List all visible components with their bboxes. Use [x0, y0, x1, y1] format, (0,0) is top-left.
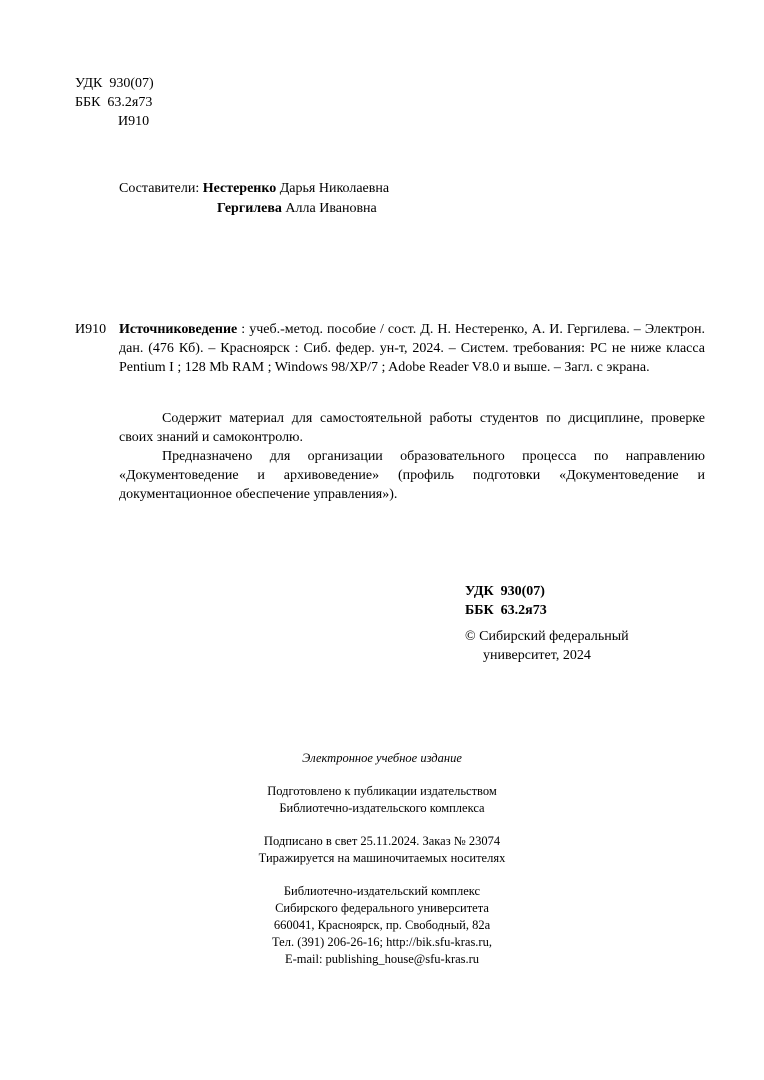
publication-info: [0, 833, 764, 867]
publisher-line-1: Библиотечно-издательский комплекс: [283, 884, 481, 898]
prepared-line-1: Подготовлено к публикации издательством: [267, 784, 497, 798]
edition-type: Электронное учебное издание: [302, 751, 462, 765]
author2-name: Алла Ивановна: [281, 201, 377, 216]
publisher-phone-site: Тел. (391) 206-26-16; http://bik.sfu-kras.ru,: [272, 935, 492, 949]
signed-date: Подписано в свет 25.11.2024. Заказ № 23074: [263, 834, 501, 848]
udk-block-bottom: [465, 582, 547, 620]
biblio-details: : учеб.-метод. пособие / сост. Д. Н. Нестеренко, А. И. Гергилева. – Электрон. дан. (476 Кб). – Красноярск : Сиб. федер. ун-т, 2024. – Систем. требования: PC не ниже класса Pentium I ; 128 Mb RAM ; Windows 98/XP/7 ; Adobe Reader V8.0 и выше. – Загл. с экрана.: [119, 322, 705, 375]
prepared-line-2: Библиотечно-издательского комплекса: [279, 801, 485, 815]
copyright-line-2: университет, 2024: [483, 648, 591, 663]
author1-surname: Нестеренко: [202, 181, 277, 196]
author2-surname: Гергилева: [217, 201, 282, 216]
annotation: [119, 409, 705, 504]
annotation-paragraph-2: Предназначено для организации образовательного процесса по направлению «Документоведение и архивоведение» (профиль подготовки «Документоведение и документационное обеспечение управления»).: [119, 449, 705, 502]
biblio-title: Источниковедение: [119, 322, 238, 337]
imprint: [0, 750, 764, 984]
udk-code: УДК 930(07): [75, 76, 154, 91]
biblio-author-mark: И910: [75, 322, 107, 337]
author1-name: Дарья Николаевна: [276, 181, 390, 196]
author-mark: И910: [118, 114, 150, 129]
bbk-code-bottom: ББК 63.2я73: [465, 603, 547, 618]
publisher-email: E-mail: publishing_house@sfu-kras.ru: [284, 952, 480, 966]
publisher-info: [0, 883, 764, 968]
annotation-paragraph-1: Содержит материал для самостоятельной работы студентов по дисциплине, проверке своих знаний и самоконтролю.: [119, 411, 705, 445]
biblio-description: [119, 320, 705, 377]
compilers-label: Составители:: [119, 181, 203, 196]
copies-note: Тиражируется на машиночитаемых носителях: [258, 851, 506, 865]
bbk-code: ББК 63.2я73: [75, 95, 153, 110]
compilers-line-2: [217, 199, 377, 218]
copyright-line-1: © Сибирский федеральный: [465, 629, 629, 644]
publisher-address: 660041, Красноярск, пр. Свободный, 82а: [273, 918, 491, 932]
copyright-notice: [465, 627, 629, 665]
prepared-by: [0, 783, 764, 817]
udk-block-top: [75, 74, 154, 131]
publisher-line-2: Сибирского федерального университета: [275, 901, 489, 915]
udk-code-bottom: УДК 930(07): [465, 584, 545, 599]
compilers-line-1: [119, 179, 389, 198]
bibliographic-record: [75, 320, 705, 377]
